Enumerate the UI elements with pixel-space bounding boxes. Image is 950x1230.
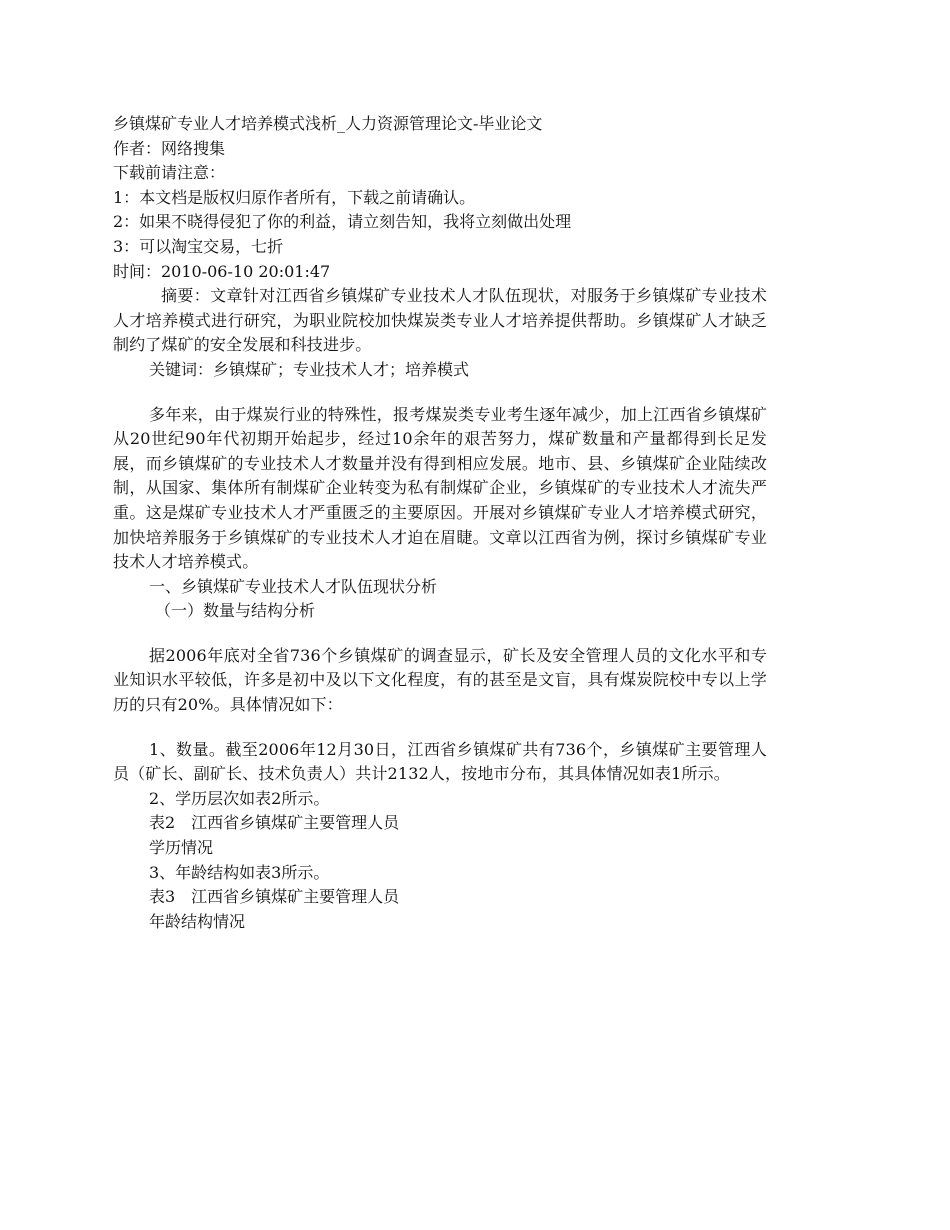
document-title: 乡镇煤矿专业人才培养模式浅析_人力资源管理论文-毕业论文 — [113, 114, 543, 133]
section-heading-1: 一、乡镇煤矿专业技术人才队伍现状分析 — [149, 576, 438, 596]
author-line: 作者：网络搜集 — [113, 138, 226, 158]
notice-item-2: 2：如果不晓得侵犯了你的利益，请立刻告知，我将立刻做出处理 — [113, 212, 572, 232]
table-2-caption: 表2 江西省乡镇煤矿主要管理人员 — [149, 813, 400, 833]
table-3-caption: 表3 江西省乡镇煤矿主要管理人员 — [149, 887, 400, 907]
item-1-paragraph: 1、数量。截至2006年12月30日，江西省乡镇煤矿共有736个，乡镇煤矿主要管理人员（矿长、副矿长、技术负责人）共计2132人，按地市分布，其具体情况如表1所示。 — [113, 739, 767, 784]
intro-paragraph: 多年来，由于煤炭行业的特殊性，报考煤炭类专业考生逐年减少，加上江西省乡镇煤矿从20世纪90年代初期开始起步，经过10余年的艰苦努力，煤矿数量和产量都得到长足发展，而乡镇煤矿的专业技术人才数量并没有得到相应发展。地市、县、乡镇煤矿企业陆续改制，从国家、集体所有制煤矿企业转变为私有制煤矿企业，乡镇煤矿的专业技术人才流失严重。这是煤矿专业技术人才严重匮乏的主要原因。开展对乡镇煤矿专业人才培养模式研究，加快培养服务于乡镇煤矿的专业技术人才迫在眉睫。文章以江西省为例，探讨乡镇煤矿专业技术人才培养模式。 — [113, 404, 767, 572]
item-2-line: 2、学历层次如表2所示。 — [149, 788, 330, 808]
notice-item-1: 1：本文档是版权归原作者所有，下载之前请确认。 — [113, 187, 476, 207]
notice-item-3: 3：可以淘宝交易，七折 — [113, 236, 284, 256]
subsection-heading-1: （一）数量与结构分析 — [155, 601, 316, 621]
survey-paragraph: 据2006年底对全省736个乡镇煤矿的调查显示，矿长及安全管理人员的文化水平和专业知识水平较低，许多是初中及以下文化程度，有的甚至是文盲，具有煤炭院校中专以上学历的只有20%。具体情况如下： — [113, 645, 767, 715]
abstract-paragraph: 摘要：文章针对江西省乡镇煤矿专业技术人才队伍现状，对服务于乡镇煤矿专业技术人才培养模式进行研究，为职业院校加快煤炭类专业人才培养提供帮助。乡镇煤矿人才缺乏制约了煤矿的安全发展和科技进步。 — [113, 286, 767, 355]
keywords-line: 关键词：乡镇煤矿；专业技术人才；培养模式 — [149, 359, 470, 379]
document-page — [113, 112, 767, 934]
table-2-caption-continued: 学历情况 — [149, 838, 214, 858]
item-3-line: 3、年龄结构如表3所示。 — [149, 862, 330, 882]
table-3-caption-continued: 年龄结构情况 — [149, 911, 246, 931]
timestamp-line: 时间：2010-06-10 20:01:47 — [113, 261, 331, 281]
notice-heading: 下载前请注意： — [113, 163, 226, 183]
